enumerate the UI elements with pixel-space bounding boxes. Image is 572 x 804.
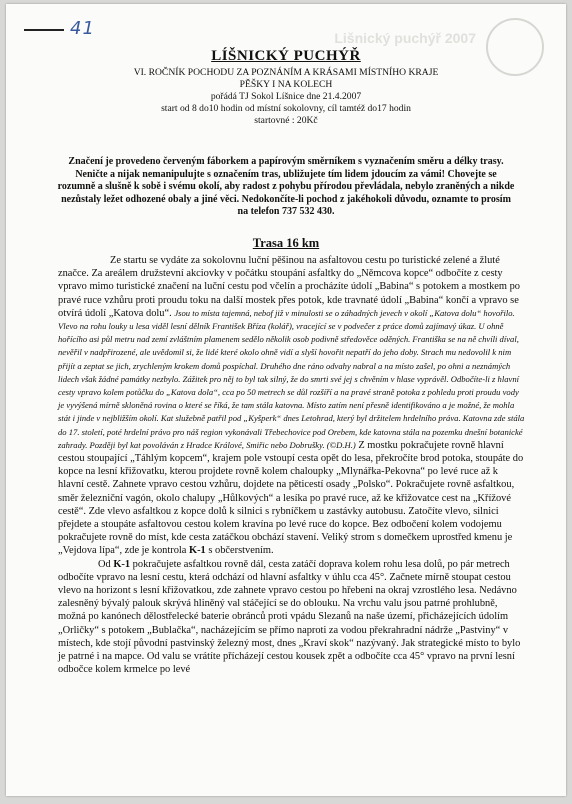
route-description: [58, 254, 526, 677]
document-page: [6, 4, 566, 796]
fee-line: startovné : 20Kč: [254, 115, 318, 126]
start-line: start od 8 do10 hodin od místní sokolovny, cíl tamtéž do17 hodin: [161, 103, 411, 114]
checkpoint-k1: K-1: [189, 545, 206, 557]
route-title: Trasa 16 km: [252, 236, 320, 250]
watermark-text: Lišnický puchýř 2007: [334, 30, 476, 46]
route-text-2: pokračujete asfaltkou rovně dál, cesta zatáčí doprava kolem rohu lesa dolů, po pár metrech odbočíte vpravo na lesní cestu, která odchází od hlavní asfaltky v úhlu cca 45°. Začnete mírně stoupat cestou vlevo na horizont s lesní křižovatkou, zde zahnete vpravo cestou po hřebeni na okraj vzrostlého lesa. Nedávno zalesněný bývalý palouk skrývá hliněný val stáčející se do oblouku. Na vrchu valu jsou patrné prohlubně, možná po kanónech dělostřelecké baterie obránců proti vpádu Slezanů na naše území, přicházejících údolím „Orličky“ s potokem „Bublačka“, nacházejícím se přímo naproti za vodou překrahradní nádrže „Pastviny“ v místech, kde stojí původní pastvinský železný most, dnes „Kraví skok“ nazývaný. Jak strategické místo to bylo je patrné i na mapce. Od valu se vrátíte přícházejí cestou kousek zpět a odbočíte cca 45° vpravo na první lesní odbočce kolem krmelce po levé: [58, 558, 521, 676]
route-paragraph-2: [58, 558, 526, 677]
route-text-2-pre: Od: [98, 558, 111, 570]
organizer-line: pořádá TJ Sokol Líšnice dne 21.4.2007: [210, 91, 362, 102]
legend-italic-text: Jsou to místa tajemná, nebof již v minulosti se o záhadných jevech v okolí „Katova dolu“ hovořilo. Vlevo na rohu louky u lesa viděl lesní dělník František Bříza (kolář), vracející se v podvečer z práce domů zajímavý úkaz. U ohně hořícího asi půl metru nad zemí zvláštním plamenem sedělo několik osob podivně středověce oděných. Františka se na ně chvíli díval, nevěřil v nadpřirozené, ale uvědomil si, že lidé které okolo ohně vidí a slyší hovořit nepatří do jeho doby. Strach mu nedovolil k nim přijít a zeptat se jich, zrychleným krokem domů pospíchal. Druhého dne ráno odvahy nabral a na místo zašel, po ohni a neznámých lidech však žádné památky nezbylo. Zážitek pro něj to byl tak silný, že do smrti své jej s chvěním v hlase vyprávěl. Odbočíte-li z hlavní cesty vpravo kolem potůčku do „Katova dola“, cca po 50 metrech se důl rozšíří a na pravé straně potoka z pohledu proti proudu vody je vyvýšená mírně skloněná rovina o které se říká, že tam stála katovna. Místo zatím není přesně identifikováno a je možné, že mohla stát i jinde v nejbližším okolí. Kat služebně patřil pod „Kyšperk“ dnes Letohrad, který byl držitelem hrdelního práva. Katovna zde stála do 17. století, poté hrdelní právo pro náš region vykonávali Třebechovice pod Orebem, kde katovna stála na pozemku dnešní botanické zahrady. Později byl kat povoláván z Hradce Králové, Smiřic nebo Dobrušky. (©D.H.): [58, 307, 525, 450]
subtitle-line-2: PĚŠKY I NA KOLECH: [239, 79, 333, 90]
subtitle-line-1: VI. ROČNÍK POCHODU ZA POZNÁNÍM A KRÁSAMI MÍSTNÍHO KRAJE: [133, 67, 439, 78]
route-text-1c: s občerstvením.: [208, 545, 274, 557]
document-header: [6, 48, 566, 127]
route-text-1a: Ze startu se vydáte za sokolovnu luční pěšinou na asfaltovou cestu po turistické zelené a žluté značce. Za areálem družstevní akciovky v počátku stoupání asfaltky do „Němcova kopce“ odbočíte z cesty vpravo mimo turistické značení na luční cestu pod včelín a procházíte údolí „Babina“ s potokem a mostkem po pravé ruce vzhůru proti proudu toku na další mostek přes potok, kde travnaté údolí „Babina“ končí a vpravo se otvírá údolí „Katova dolu“.: [58, 255, 520, 319]
checkpoint-k1-ref: K-1: [113, 558, 131, 570]
route-text-1b: Z mostku pokračujete rovně hlavní cestou stoupající „Táhlým kopcem“, krajem pole vstoupí cesta opět do lesa, překročíte brod potoka, stoupáte do kopce na lesní křižovatku, kterou projdete rovně kolem chaloupky „Mlynářka-Pekovna“ po levé ruce až k hlavní cestě. Zahnete vpravo cestou vzhůru, dojdete na pěticestí osady „Polsko“. Pokračujete rovně asfaltkou, směr železniční vagón, okolo chalupy „Hůlkových“ a lesíka po pravé ruce, až ke křižovatce cest na „Křížové cestě“. Zde vlevo asfaltkou z kopce dolů k silnici s rybníčkem u zastávky autobusu. Zatočíte vlevo, silnici přejdete a stoupáte asfaltovou cestou kolem kravína po levé ruce do kopce. Bez odbočení kolem vodojemu pokračujete rovně do míst, kde cesta zatáčkou obchází stavení. Veliký strom s domečkem uprostřed kmenu je „Vejdova lípa“, zde je kontrola: [58, 439, 524, 557]
notice-paragraph: Značení je provedeno červeným fáborkem a papírovým směrníkem s vyznačením směru a délky trasy. Neničte a nijak nemanipulujte s označením tras, ubližujete tím lidem jdoucím za vámi! Chovejte se rozumně a slušně k sobě i svému okolí, aby radost z pohybu přírodou převládala, nebylo zraněných a nikde nezůstaly ležet odhozené obaly a jiné věci. Nedokončíte-li pochod z jakéhokoli důvodu, oznamte to prosím na telefon 737 532 430.: [57, 156, 515, 218]
page-title: LÍŠNICKÝ PUCHÝŘ: [211, 48, 361, 64]
handwritten-page-number: 41: [24, 18, 95, 39]
route-paragraph-1: [58, 254, 526, 558]
